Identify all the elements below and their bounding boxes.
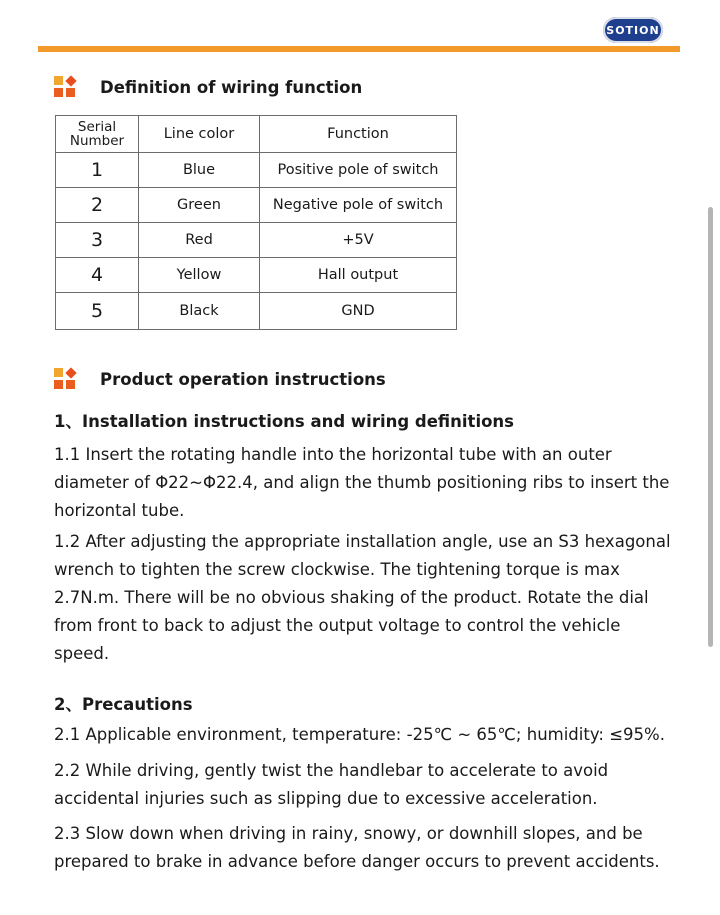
subheading-precautions: 2、Precautions: [54, 695, 193, 714]
section-title: Definition of wiring function: [100, 77, 363, 97]
section-bullet-icon: [54, 76, 80, 98]
cell-serial: 5: [56, 293, 139, 330]
cell-function: Positive pole of switch: [260, 153, 457, 188]
brand-logo: [603, 17, 663, 43]
table-row: [56, 153, 457, 188]
header-line-color: Line color: [139, 116, 260, 153]
table-row: [56, 223, 457, 258]
wiring-table: [55, 115, 457, 330]
cell-color: Black: [139, 293, 260, 330]
cell-serial: 2: [56, 188, 139, 223]
cell-serial: 3: [56, 223, 139, 258]
section-title: Product operation instructions: [100, 369, 386, 389]
cell-serial: 1: [56, 153, 139, 188]
cell-color: Green: [139, 188, 260, 223]
cell-serial: 4: [56, 258, 139, 293]
section-heading-wiring: [54, 76, 362, 98]
cell-color: Blue: [139, 153, 260, 188]
scrollbar-thumb[interactable]: [708, 207, 713, 647]
table-row: [56, 293, 457, 330]
cell-function: +5V: [260, 223, 457, 258]
header-function: Function: [260, 116, 457, 153]
paragraph-1-1: 1.1 Insert the rotating handle into the horizontal tube with an outer diameter of Φ22~Φ22.4, and align the thumb positioning ribs to insert the horizontal tube.: [54, 445, 670, 520]
cell-function: Hall output: [260, 258, 457, 293]
table-header-row: [56, 116, 457, 153]
cell-color: Yellow: [139, 258, 260, 293]
section-heading-operation: [54, 368, 386, 390]
paragraph-2-1: 2.1 Applicable environment, temperature: -25℃ ~ 65℃; humidity: ≤95%.: [54, 725, 665, 744]
paragraph-2-3: 2.3 Slow down when driving in rainy, snowy, or downhill slopes, and be prepared to brake in advance before danger occurs to prevent accidents.: [54, 824, 660, 871]
paragraph-1-2: 1.2 After adjusting the appropriate installation angle, use an S3 hexagonal wrench to tighten the screw clockwise. The tightening torque is max 2.7N.m. There will be no obvious shaking of the product. Rotate the dial from front to back to adjust the output voltage to control the vehicle speed.: [54, 532, 671, 663]
cell-function: GND: [260, 293, 457, 330]
table-row: [56, 258, 457, 293]
subheading-installation: 1、Installation instructions and wiring definitions: [54, 412, 515, 431]
header-serial: Serial Number: [56, 116, 139, 153]
paragraph-2-2: 2.2 While driving, gently twist the handlebar to accelerate to avoid accidental injuries such as slipping due to excessive acceleration.: [54, 761, 609, 808]
cell-function: Negative pole of switch: [260, 188, 457, 223]
cell-color: Red: [139, 223, 260, 258]
section-bullet-icon: [54, 368, 80, 390]
brand-logo-text: SOTION: [606, 23, 660, 37]
table-row: [56, 188, 457, 223]
header-rule: [38, 46, 680, 52]
